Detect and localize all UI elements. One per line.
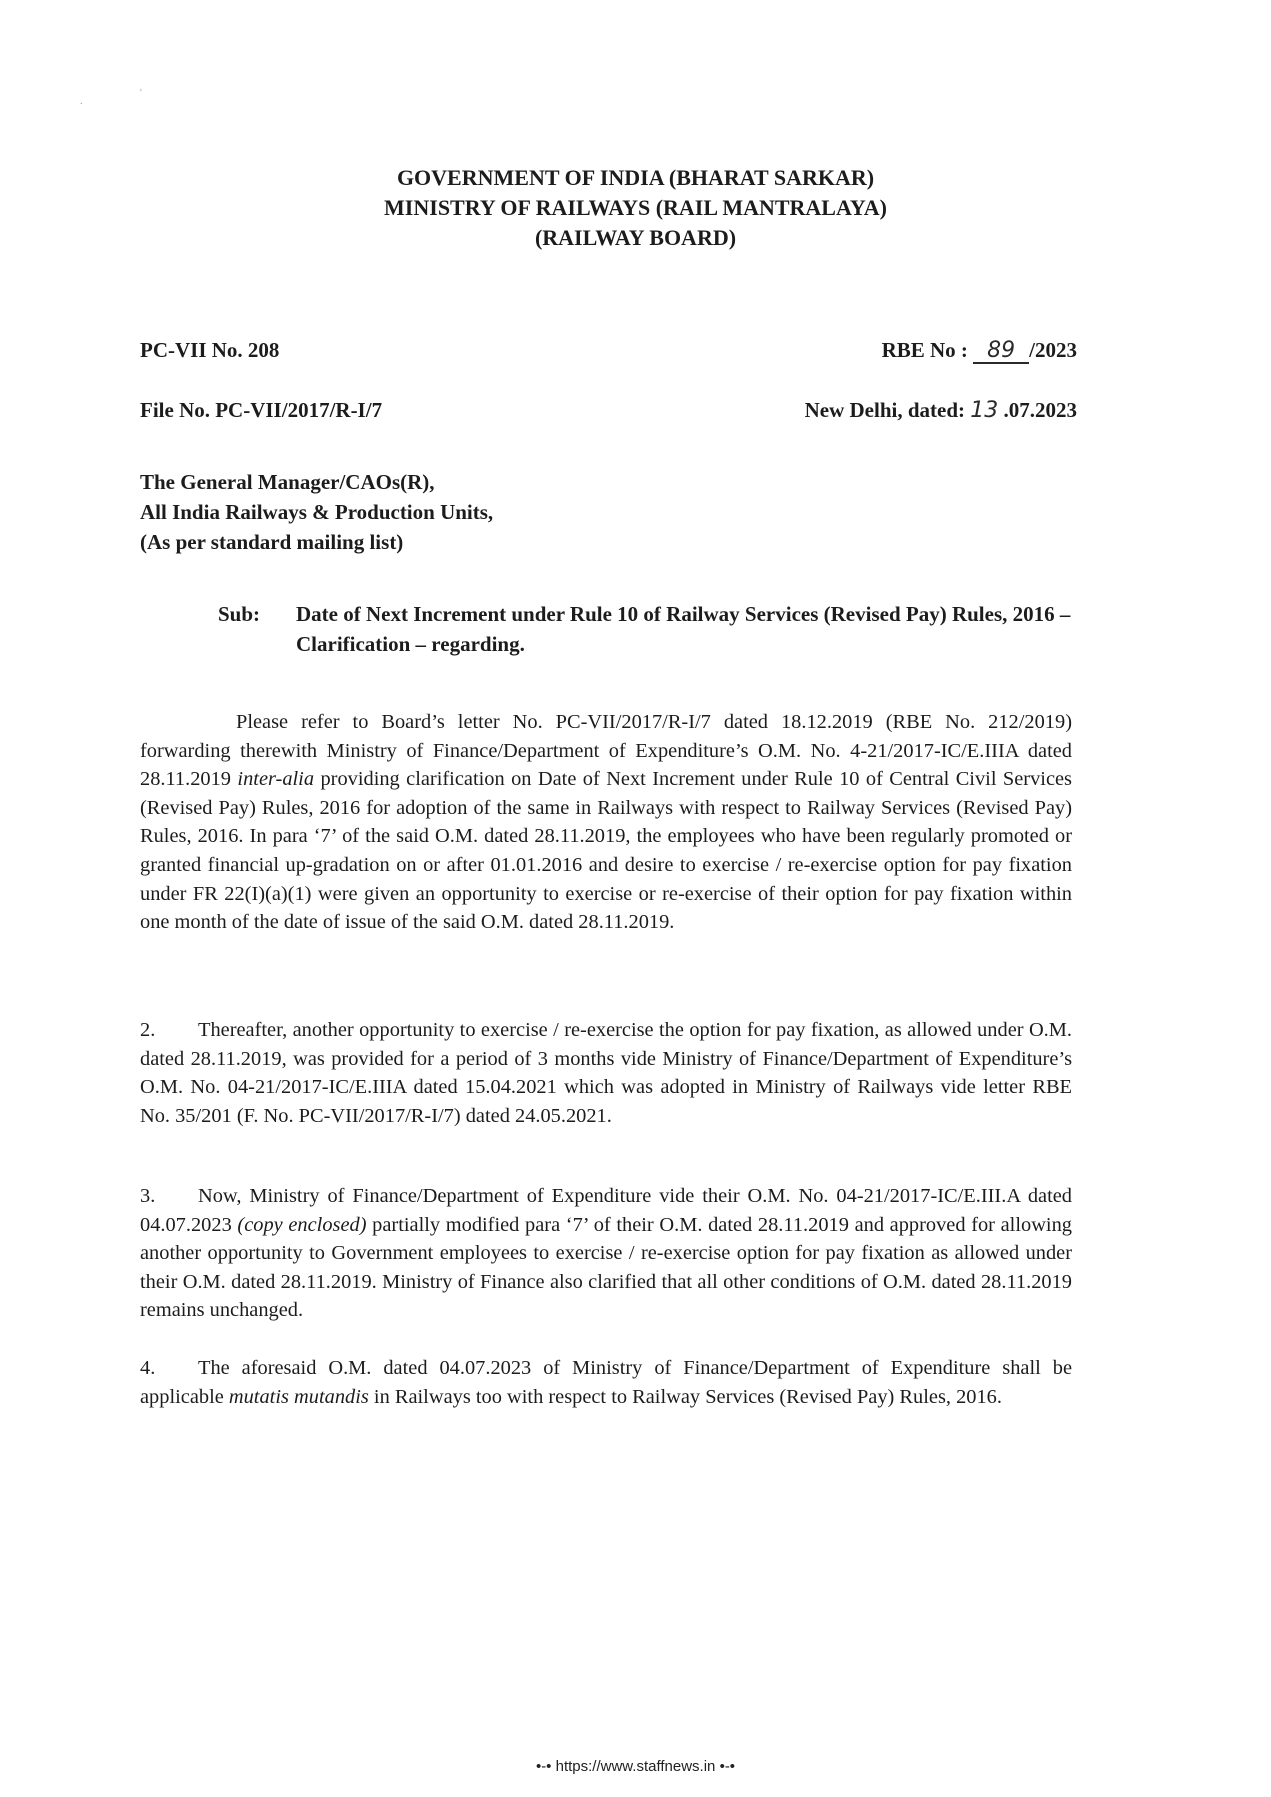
paragraph-number: 4. (140, 1357, 156, 1379)
addressee-line-3: (As per standard mailing list) (140, 530, 404, 554)
paragraph-1: Please refer to Board’s letter No. PC-VII/2017/R-I/7 dated 18.12.2019 (RBE No. 212/2019) forwarding therewith Ministry of Finance/Department of Expenditure’s O.M. No. 4-21/2017-IC/E.IIIA dated 28.11.2019 inter-alia providing clarification on Date of Next Increment under Rule 10 of Central Civil Services (Revised Pay) Rules, 2016 for adoption of the same in Railways with respect to Railway Services (Revised Pay) Rules, 2016. In para ‘7’ of the said O.M. dated 28.11.2019, the employees who have been regularly promoted or granted financial up-gradation on or after 01.01.2016 and desire to exercise / re-exercise option for pay fixation under FR 22(I)(a)(1) were given an opportunity to exercise or re-exercise of their option for pay fixation within one month of the date of issue of the said O.M. dated 28.11.2019. (140, 711, 1072, 934)
footer-source-link[interactable]: •-• https://www.staffnews.in •-• (535, 1758, 736, 1775)
dated-month-year: .07.2023 (1003, 398, 1077, 422)
scan-speck: . (80, 96, 83, 107)
rbe-handwritten-number: 89 (973, 340, 1029, 364)
addressee-line-2: All India Railways & Production Units, (140, 500, 494, 524)
paragraph-3: 3. Now, Ministry of Finance/Department of Expenditure vide their O.M. No. 04-21/2017-IC/E.III.A dated 04.07.2023 (copy enclosed) partially modified para ‘7’ of their O.M. dated 28.11.2019 and approved for allowing another opportunity to Government employees to exercise / re-exercise option for pay fixation as allowed under their O.M. dated 28.11.2019. Ministry of Finance also clarified that all other conditions of O.M. dated 28.11.2019 remains unchanged. (140, 1182, 1072, 1325)
paragraph-4: 4. The aforesaid O.M. dated 04.07.2023 of Ministry of Finance/Department of Expenditure shall be applicable mutatis mutandis in Railways too with respect to Railway Services (Revised Pay) Rules, 2016. (140, 1354, 1072, 1411)
rbe-label: RBE No : (881, 338, 968, 362)
subject-label: Sub: (218, 602, 261, 626)
paragraph-2: 2. Thereafter, another opportunity to exercise / re-exercise the option for pay fixation, as allowed under O.M. dated 28.11.2019, was provided for a period of 3 months vide Ministry of Finance/Department of Expenditure’s O.M. No. 04-21/2017-IC/E.IIIA dated 15.04.2021 which was adopted in Ministry of Railways vide letter RBE No. 35/201 (F. No. PC-VII/2017/R-I/7) dated 24.05.2021. (140, 1016, 1072, 1130)
letterhead-line-2: MINISTRY OF RAILWAYS (RAIL MANTRALAYA) (384, 195, 887, 220)
letterhead (0, 163, 1271, 253)
rbe-year: /2023 (1029, 338, 1077, 362)
addressee-block (140, 467, 493, 557)
letterhead-line-3: (RAILWAY BOARD) (534, 225, 737, 250)
paragraph-number: 3. (140, 1185, 156, 1207)
dated-label: New Delhi, dated: (804, 398, 965, 422)
reference-row-1 (140, 338, 1077, 364)
rbe-number (882, 338, 1077, 364)
addressee-line-1: The General Manager/CAOs(R), (140, 470, 435, 494)
subject-text: Date of Next Increment under Rule 10 of Railway Services (Revised Pay) Rules, 2016 – Clarification – regarding. (296, 602, 1071, 656)
scan-speck: ' (140, 88, 142, 99)
subject-block (218, 599, 1098, 659)
paragraph-number: 2. (140, 1019, 156, 1041)
file-number: File No. PC-VII/2017/R-I/7 (140, 398, 383, 422)
letterhead-line-1: GOVERNMENT OF INDIA (BHARAT SARKAR) (396, 165, 875, 190)
dated-handwritten-day: 13 (970, 398, 999, 423)
reference-row-2 (140, 398, 1077, 423)
issue-date (805, 398, 1077, 423)
pc-number: PC-VII No. 208 (140, 338, 280, 362)
